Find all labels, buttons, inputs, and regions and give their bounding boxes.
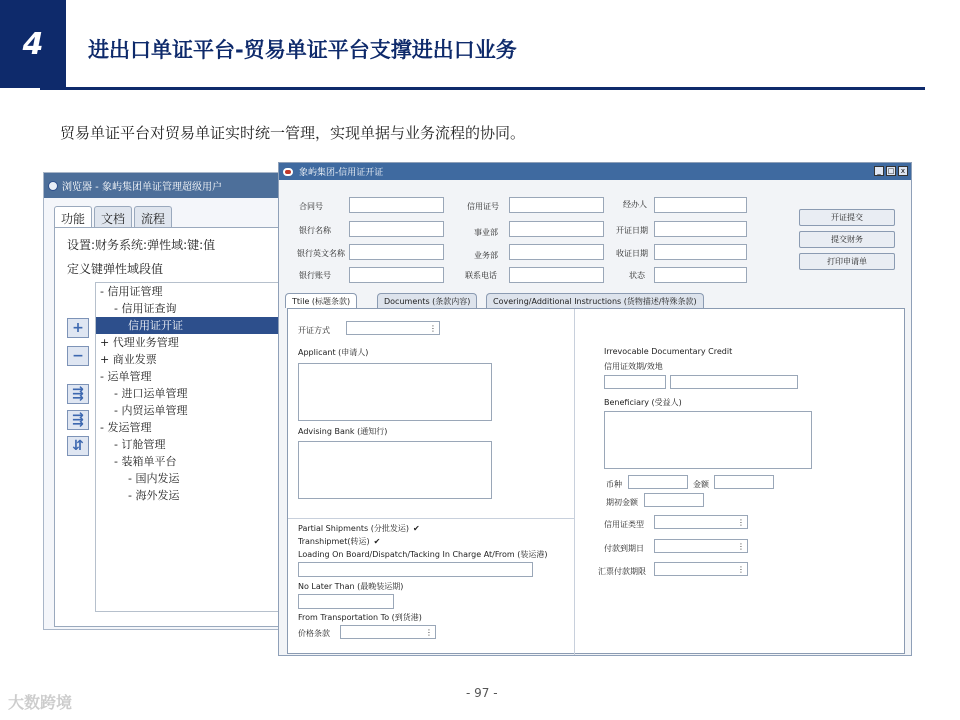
slide-title: 进出口单证平台-贸易单证平台支撑进出口业务: [88, 38, 517, 62]
maximize-icon[interactable]: □: [887, 167, 895, 175]
loading-port-label: Loading On Board/Dispatch/Tacking In Charge At/From (装运港): [298, 550, 548, 559]
currency-label: 币种: [606, 480, 622, 489]
function-tree: [95, 282, 283, 612]
applicant-textarea[interactable]: [298, 363, 492, 421]
tab-document[interactable]: 文档: [94, 206, 132, 230]
receive-date-label: 收证日期: [616, 249, 648, 258]
collapse-all-button[interactable]: ⇵: [67, 436, 89, 456]
minimize-icon[interactable]: _: [874, 166, 884, 176]
beneficiary-label: Beneficiary (受益人): [604, 398, 682, 407]
expiry-label: 信用证效期/效地: [604, 362, 663, 371]
issue-method-select[interactable]: [346, 321, 440, 335]
define-text: 定义键弹性域段值: [67, 262, 164, 276]
submit-finance-button[interactable]: 提交财务: [799, 231, 895, 248]
tree-item[interactable]: - 发运管理: [100, 421, 152, 434]
bank-name-label: 银行名称: [299, 226, 331, 235]
issue-date-label: 开证日期: [616, 226, 648, 235]
amount-input[interactable]: [714, 475, 774, 489]
tab-process[interactable]: 流程: [134, 206, 172, 230]
draft-terms-label: 汇票付款期限: [598, 567, 646, 576]
partial-shipments-text: Partial Shipments (分批发运): [298, 524, 410, 533]
status-label: 状态: [629, 271, 645, 280]
form-title: 象屿集团-信用证开证: [299, 168, 384, 178]
applicant-label: Applicant (申请人): [298, 348, 369, 357]
tab-title-terms[interactable]: Ttile (标题条款): [285, 293, 357, 308]
payment-due-label: 付款到期日: [604, 544, 644, 553]
beneficiary-textarea[interactable]: [604, 411, 812, 469]
tree-item[interactable]: + 商业发票: [100, 353, 157, 366]
transhipment-checkbox[interactable]: ✔: [373, 537, 381, 546]
page-number: - 97 -: [466, 686, 498, 700]
expiry-place-input[interactable]: [670, 375, 798, 389]
handler-label: 经办人: [623, 200, 647, 209]
tree-item[interactable]: - 装箱单平台: [114, 455, 177, 468]
irrevocable-label: Irrevocable Documentary Credit: [604, 347, 733, 356]
browser-title: 浏览器 - 象屿集团单证管理超级用户: [62, 182, 222, 193]
submit-lc-button[interactable]: 开证提交: [799, 209, 895, 226]
receive-date-input[interactable]: [654, 244, 747, 260]
bank-english-name-input[interactable]: [349, 244, 444, 260]
price-terms-label: 价格条款: [298, 629, 330, 638]
lc-type-label: 信用证类型: [604, 520, 644, 529]
oracle-icon: [283, 168, 293, 176]
contract-no-label: 合同号: [299, 202, 323, 211]
expand-button[interactable]: +: [67, 318, 89, 338]
bank-english-name-label: 银行英文名称: [297, 249, 345, 258]
currency-input[interactable]: [628, 475, 688, 489]
tab-function[interactable]: 功能: [54, 206, 92, 230]
draft-terms-select[interactable]: [654, 562, 748, 576]
browser-window: [43, 172, 281, 630]
initial-amount-label: 期初金额: [606, 498, 638, 507]
no-later-than-input[interactable]: [298, 594, 394, 609]
tab-documents[interactable]: Documents (条款内容): [377, 293, 477, 308]
tree-item[interactable]: - 信用证查询: [114, 302, 177, 315]
lc-form-window: [278, 162, 912, 656]
bank-account-label: 银行账号: [299, 271, 331, 280]
window-controls: [874, 166, 908, 176]
expand-branch-button[interactable]: ⇶: [67, 410, 89, 430]
loading-port-input[interactable]: [298, 562, 533, 577]
transhipment-label: [298, 536, 380, 547]
dropdown-icon: ⋮: [737, 542, 745, 551]
lc-type-select[interactable]: [654, 515, 748, 529]
initial-amount-input[interactable]: [644, 493, 704, 507]
amount-label: 金额: [693, 480, 709, 489]
bank-account-input[interactable]: [349, 267, 444, 283]
phone-input[interactable]: [509, 267, 604, 283]
expand-all-button[interactable]: ⇶: [67, 384, 89, 404]
dropdown-icon: ⋮: [737, 518, 745, 527]
business-dept-label: 业务部: [474, 251, 498, 260]
print-application-button[interactable]: 打印申请单: [799, 253, 895, 270]
division-label: 事业部: [474, 228, 498, 237]
handler-input[interactable]: [654, 197, 747, 213]
lc-no-label: 信用证号: [467, 202, 499, 211]
lc-no-input[interactable]: [509, 197, 604, 213]
setting-text: 设置:财务系统:弹性域:键:值: [67, 238, 216, 252]
no-later-than-label: No Later Than (最晚装运期): [298, 582, 404, 591]
slide-subtitle: 贸易单证平台对贸易单证实时统一管理，实现单据与业务流程的协同。: [60, 124, 526, 142]
tree-item[interactable]: - 订舱管理: [114, 438, 166, 451]
tree-item[interactable]: + 代理业务管理: [100, 336, 179, 349]
advising-bank-label: Advising Bank (通知行): [298, 427, 388, 436]
tab-covering-instructions[interactable]: Covering/Additional Instructions (货物描述/特殊条款): [486, 293, 704, 308]
payment-due-select[interactable]: [654, 539, 748, 553]
dropdown-icon: ⋮: [429, 324, 437, 333]
division-input[interactable]: [509, 221, 604, 237]
tree-item[interactable]: - 进口运单管理: [114, 387, 188, 400]
tree-item[interactable]: - 内贸运单管理: [114, 404, 188, 417]
collapse-button[interactable]: −: [67, 346, 89, 366]
close-icon[interactable]: x: [898, 166, 908, 176]
form-titlebar: [279, 163, 911, 180]
partial-shipments-label: [298, 523, 420, 534]
business-dept-input[interactable]: [509, 244, 604, 260]
price-terms-select[interactable]: [340, 625, 436, 639]
transhipment-text: Transhipmet(转运): [298, 537, 370, 546]
window-app-icon: [48, 181, 58, 191]
issue-date-input[interactable]: [654, 221, 747, 237]
dropdown-icon: ⋮: [425, 628, 433, 637]
expiry-date-input[interactable]: [604, 375, 666, 389]
panel-hdivider: [288, 518, 574, 519]
bank-name-input[interactable]: [349, 221, 444, 237]
destination-port-label: From Transportation To (到货港): [298, 613, 422, 622]
tree-item[interactable]: - 运单管理: [100, 370, 152, 383]
contract-no-input[interactable]: [349, 197, 444, 213]
slide-number: 4: [0, 0, 66, 88]
dropdown-icon: ⋮: [737, 565, 745, 574]
advising-bank-textarea[interactable]: [298, 441, 492, 499]
title-divider: [40, 87, 925, 90]
status-input[interactable]: [654, 267, 747, 283]
tab-panel: [287, 308, 905, 654]
phone-label: 联系电话: [465, 271, 497, 280]
browser-titlebar: [44, 173, 280, 198]
tree-item[interactable]: - 国内发运: [128, 472, 180, 485]
partial-shipments-checkbox[interactable]: ✔: [413, 524, 420, 533]
panel-divider: [574, 309, 575, 655]
function-panel: [54, 227, 282, 627]
tree-item[interactable]: 信用证开证: [96, 317, 282, 334]
tree-item[interactable]: - 信用证管理: [100, 285, 163, 298]
issue-method-label: 开证方式: [298, 326, 330, 335]
tree-item[interactable]: - 海外发运: [128, 489, 180, 502]
watermark: 大数跨境: [8, 693, 73, 712]
